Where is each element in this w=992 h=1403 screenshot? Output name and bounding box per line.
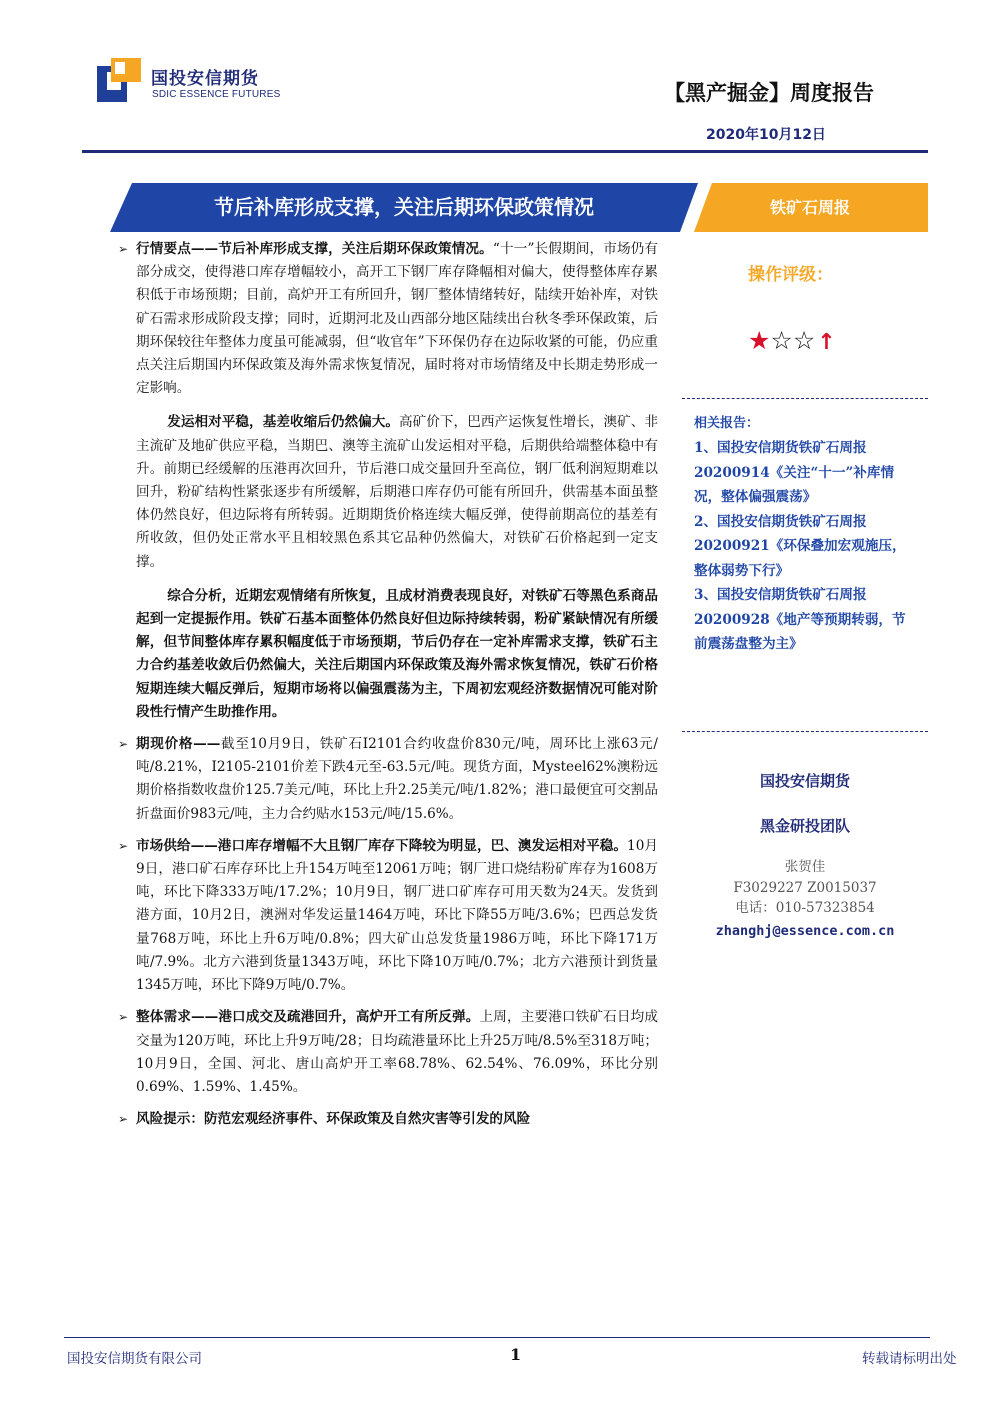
bullet-arrow-icon: ➢ bbox=[118, 242, 129, 256]
footer-note: 转载请标明出处 bbox=[862, 1351, 957, 1367]
paragraph-conclusion: 综合分析，近期宏观情绪有所恢复，且成材消费表现良好，对铁矿石等黑色系商品起到一定提振作用。铁矿石基本面整体仍然良好但边际持续转弱，粉矿紧缺情况有所缓解，但节间整体库存累积幅度低于市场预期，节后仍存在一定补库需求支撑，铁矿石主力合约基差收敛后仍然偏大，关注后期国内环保政策及海外需求恢复情况，铁矿石价格短期连续大幅反弹后，短期市场将以偏强震荡为主，下周初宏观经济数据情况可能对阶段性行情产生助推作用。 bbox=[136, 587, 658, 720]
star-empty-icon: ☆ bbox=[792, 326, 816, 355]
section-heading: 整体需求——港口成交及疏港回升，高炉开工有所反弹。 bbox=[136, 1009, 480, 1026]
star-filled-icon: ★ bbox=[748, 326, 771, 355]
related-report-line: 整体弱势下行》 bbox=[694, 562, 790, 579]
footer-company: 国投安信期货有限公司 bbox=[67, 1351, 202, 1367]
category-tag: 铁矿石周报 bbox=[769, 198, 850, 217]
header-divider bbox=[82, 150, 928, 153]
rating-stars bbox=[748, 326, 836, 355]
related-report-line: 3、国投安信期货铁矿石周报 bbox=[694, 587, 867, 603]
report-date: 2020年10月12日 bbox=[706, 127, 826, 143]
analyst-contact bbox=[682, 857, 928, 941]
section-prices bbox=[118, 733, 658, 826]
risk-warning: 风险提示：防范宏观经济事件、环保政策及自然灾害等引发的风险 bbox=[136, 1111, 531, 1128]
section-heading: 行情要点——节后补库形成支撑，关注后期环保政策情况。 bbox=[136, 241, 493, 257]
report-title: 节后补库形成支撑，关注后期环保政策情况 bbox=[214, 195, 594, 219]
analyst-phone: 电话：010-57323854 bbox=[735, 900, 875, 916]
report-type: 【黑产掘金】周度报告 bbox=[664, 81, 874, 105]
related-report-line: 20200921《环保叠加宏观施压， bbox=[694, 538, 906, 554]
section-body: 10月9日，港口矿石库存环比上升154万吨至12061万吨；钢厂进口烧结粉矿库存为1608万吨，环比下降333万吨/17.2%；10月9日，钢厂进口矿库存可用天数为24天。发货到港方面，10月2日，澳洲对华发运量1464万吨，环比下降55万吨/3.6%；巴西总发货量768万吨，环比上升6万吨/0.8%；四大矿山总发货量1986万吨，环比下降171万吨/7.9%。北方六港到货量1343万吨，环比下降10万吨/0.7%；北方六港预计到货量1345万吨，环比下降9万吨/0.7%。 bbox=[136, 837, 658, 994]
analyst-email[interactable]: zhanghj@essence.com.cn bbox=[715, 922, 895, 939]
related-report-line: 2、国投安信期货铁矿石周报 bbox=[694, 513, 867, 530]
bullet-arrow-icon: ➢ bbox=[118, 1112, 129, 1127]
section-heading: 市场供给——港口库存增幅不大且钢厂库存下降较为明显，巴、澳发运相对平稳。 bbox=[136, 837, 628, 854]
logo-name-cn: 国投安信期货 bbox=[151, 69, 259, 89]
logo-name-en: SDIC ESSENCE FUTURES bbox=[152, 89, 281, 100]
section-body: “十一”长假期间，市场仍有部分成交，使得港口库存增幅较小，高开工下钢厂库存降幅相对偏大，使得整体库存累积低于市场预期；目前，高炉开工有所回升，钢厂整体情绪转好，陆续开始补库，对铁矿石需求形成阶段支撑；同时，近期河北及山西部分地区陆续出台秋冬季环保政策，后期环保较往年整体力度虽可能减弱，但“收官年”下环保仍存在边际收紧的可能，仍应重点关注后期国内环保政策及海外需求恢复情况，届时将对市场情绪及中长期走势形成一定影响。 bbox=[136, 241, 658, 397]
analyst-name: 张贺佳 bbox=[784, 859, 826, 875]
related-report-line: 况，整体偏强震荡》 bbox=[694, 489, 817, 505]
bullet-arrow-icon: ➢ bbox=[118, 737, 129, 752]
paragraph-shipping bbox=[136, 411, 658, 573]
paragraph-heading: 发运相对平稳，基差收缩后仍然偏大。 bbox=[167, 414, 400, 431]
footer-divider bbox=[64, 1337, 930, 1338]
related-report-line: 1、国投安信期货铁矿石周报 bbox=[694, 440, 867, 456]
main-content bbox=[118, 238, 658, 1131]
up-arrow-icon: ↑ bbox=[817, 330, 836, 355]
section-body: 截至10月9日，铁矿石I2101合约收盘价830元/吨，周环比上涨63元/吨/8.21%，I2105-2101价差下跌4元至-63.5元/吨。现货方面，Mysteel62%澳粉远期价格指数收盘价125.7美元/吨，环比上升2.25美元/吨/1.82%；港口最便宜可交割品折盘面价983元/吨，主力合约贴水153元/吨/15.6%。 bbox=[136, 736, 658, 822]
side-divider bbox=[682, 731, 928, 732]
firm-name: 国投安信期货 bbox=[759, 772, 850, 790]
side-divider bbox=[682, 398, 928, 399]
section-body: 上周，主要港口铁矿石日均成交量为120万吨，环比上升9万吨/28；日均疏港量环比上升25万吨/8.5%至318万吨；10月9日，全国、河北、唐山高炉开工率68.78%、62.54%、76.09%，环比分别0.69%、1.59%、1.45%。 bbox=[136, 1009, 658, 1095]
related-report-line: 20200914《关注“十一”补库情 bbox=[694, 464, 895, 481]
page-number: 1 bbox=[510, 1345, 522, 1364]
bullet-arrow-icon: ➢ bbox=[118, 1010, 129, 1025]
related-report-line: 20200928《地产等预期转弱，节 bbox=[694, 611, 906, 628]
analyst-license: F3029227 Z0015037 bbox=[733, 879, 877, 896]
paragraph-body: 高矿价下，巴西产运恢复性增长，澳矿、非主流矿及地矿供应平稳，当期巴、澳等主流矿山发运相对平稳，后期供给端整体稳中有升。前期已经缓解的压港再次回升，节后港口成交量回升至高位，钢厂低利润短期难以回升，粉矿结构性紧张逐步有所缓解，后期港口库存仍可能有所回升，供需基本面虽整体仍然良好，但边际将有所转弱。近期期货价格连续大幅反弹，使得前期高位的基差有所收敛，但仍处正常水平且相较黑色系其它品种仍然偏大，对铁矿石价格起到一定支撑。 bbox=[136, 414, 659, 570]
star-empty-icon: ☆ bbox=[770, 326, 793, 355]
section-heading: 期现价格—— bbox=[136, 736, 221, 753]
section-market-summary bbox=[118, 238, 658, 400]
section-demand bbox=[118, 1006, 658, 1099]
related-report-line: 前震荡盘整为主》 bbox=[694, 636, 803, 652]
team-name: 黑金研投团队 bbox=[759, 817, 850, 835]
related-reports-title: 相关报告： bbox=[694, 416, 760, 431]
rating-label: 操作评级： bbox=[748, 265, 833, 285]
section-risk bbox=[118, 1108, 658, 1131]
section-supply bbox=[118, 835, 658, 997]
logo-mark-icon bbox=[97, 58, 141, 102]
related-reports-list bbox=[694, 436, 926, 657]
bullet-arrow-icon: ➢ bbox=[118, 838, 129, 853]
